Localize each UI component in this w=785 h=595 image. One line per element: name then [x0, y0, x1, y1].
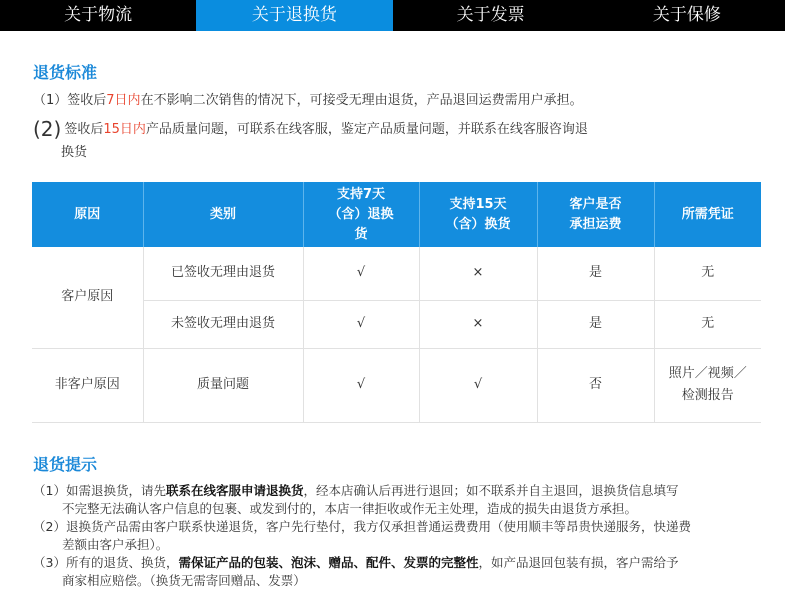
cell-15day: √ — [419, 348, 537, 422]
standard-item-2-highlight: 15日内 — [103, 122, 146, 137]
cell-15day: × — [419, 300, 537, 348]
header-15day: 支持15天（含）换货 — [419, 182, 537, 247]
standard-item-1 — [33, 89, 583, 108]
header-reason: 原因 — [32, 182, 143, 247]
cell-7day: √ — [303, 300, 419, 348]
tab-invoice[interactable]: 关于发票 — [456, 5, 525, 25]
tip-2-continuation: 差额由客户承担）。 — [62, 537, 169, 552]
cell-freight: 否 — [537, 348, 654, 422]
table-header-row — [32, 182, 761, 247]
cell-15day: × — [419, 247, 537, 300]
header-7day: 支持7天（含）退换货 — [303, 182, 419, 247]
tab-returns[interactable]: 关于退换货 — [196, 0, 392, 31]
standard-item-2-prefix: 签收后 — [64, 122, 104, 137]
cell-proof: 无 — [654, 247, 761, 300]
tip-3-part-a: （3）所有的退货、换货， — [33, 555, 179, 570]
cell-category: 质量问题 — [143, 348, 303, 422]
tip-2-part-a: （2）退换货产品需由客户联系快递退货，客户先行垫付，我方仅承担普通运费费用（使用顺丰等昂贵快递服务，快递费 — [33, 519, 691, 534]
cell-7day: √ — [303, 348, 419, 422]
cell-freight: 是 — [537, 247, 654, 300]
cell-reason: 非客户原因 — [32, 348, 143, 422]
cell-7day: √ — [303, 247, 419, 300]
table-row — [32, 348, 761, 422]
return-standard-title: 退货标准 — [33, 63, 98, 82]
standard-item-2-continuation: 换货 — [61, 145, 88, 160]
return-tips-title: 退货提示 — [33, 455, 98, 474]
tip-item-3 — [33, 554, 768, 590]
tip-item-2 — [33, 518, 768, 554]
return-policy-table — [32, 182, 761, 423]
tip-1-bold: 联系在线客服申请退换货 — [165, 483, 304, 498]
standard-item-1-prefix: （1）签收后 — [33, 93, 107, 108]
standard-item-1-highlight: 7日内 — [106, 93, 141, 108]
header-freight: 客户是否承担运费 — [537, 182, 654, 247]
header-category: 类别 — [143, 182, 303, 247]
tip-3-bold: 需保证产品的包装、泡沫、赠品、配件、发票的完整性 — [178, 555, 479, 570]
standard-item-2 — [33, 117, 588, 141]
tip-item-1 — [33, 482, 768, 518]
cell-reason: 客户原因 — [32, 247, 143, 348]
tip-1-continuation: 不完整无法确认客户信息的包裹、或发到付的，本店一律拒收或作无主处理，造成的损失由退货方承担。 — [62, 501, 638, 516]
cell-proof: 无 — [654, 300, 761, 348]
tip-1-part-a: （1）如需退换货，请先 — [33, 483, 166, 498]
tab-bar — [0, 0, 785, 31]
standard-item-2-number: (2) — [33, 117, 62, 141]
header-proof: 所需凭证 — [654, 182, 761, 247]
cell-freight: 是 — [537, 300, 654, 348]
tip-3-continuation: 商家相应赔偿。（换货无需寄回赠品、发票） — [62, 573, 306, 588]
tip-1-part-c: ，经本店确认后再进行退回；如不联系并自主退回，退换货信息填写 — [303, 483, 679, 498]
tab-logistics[interactable]: 关于物流 — [64, 5, 133, 25]
tab-warranty[interactable]: 关于保修 — [652, 5, 721, 25]
standard-item-1-suffix: 在不影响二次销售的情况下，可接受无理由退货，产品退回运费需用户承担。 — [140, 93, 583, 108]
cell-proof: 照片／视频／检测报告 — [654, 348, 761, 422]
tip-3-part-c: ，如产品退回包装有损，客户需给予 — [478, 555, 679, 570]
standard-item-2-suffix: 产品质量问题，可联系在线客服，鉴定产品质量问题，并联系在线客服咨询退 — [145, 122, 588, 137]
cell-category: 未签收无理由退货 — [143, 300, 303, 348]
cell-category: 已签收无理由退货 — [143, 247, 303, 300]
table-row — [32, 247, 761, 300]
